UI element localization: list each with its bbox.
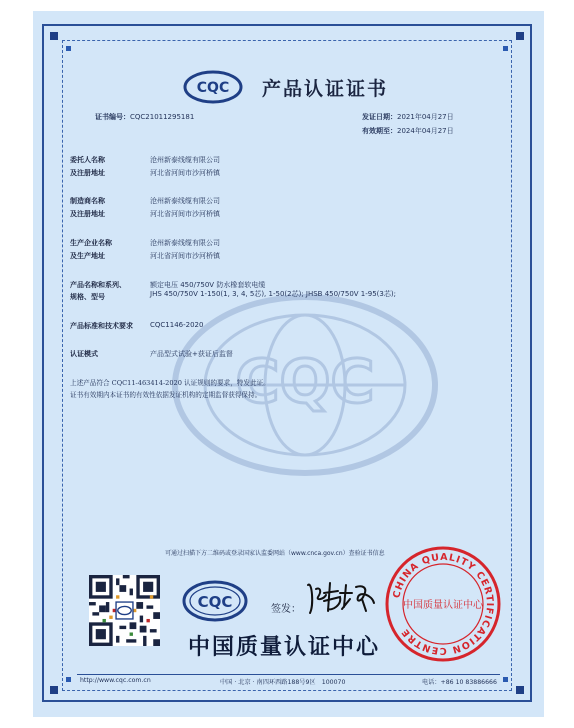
factory-label-2: 及生产地址 [70,252,105,260]
certificate-title: 产品认证证书 [262,78,389,100]
footer-phone: 电话：+86 10 83886666 [422,679,497,686]
corner-ornament [66,677,71,682]
svg-text:CQC: CQC [196,80,230,96]
product-line-1: 额定电压 450/750V 防水橡套软电缆 [150,281,266,289]
statement-line-1: 上述产品符合 CQC11-463414-2020 认证规则的要求，特发此证。 [70,379,270,387]
standard-value: CQC1146-2020 [150,321,204,329]
cqc-logo-icon [183,70,243,104]
mode-value: 产品型式试验+获证后监督 [150,350,233,358]
statement-line-2: 证书有效期内本证书的有效性依据发证机构的定期监督获得保持。 [70,391,262,399]
issue-date: 发证日期：2021年04月27日 [362,113,454,121]
product-label: 产品名称和系列、 [70,281,126,289]
footer-address: 中国 · 北京 · 南四环西路188号9区 100070 [220,679,346,686]
product-line-2: JHS 450/750V 1-150(1, 3, 4, 5芯), 1-50(2芯); JHSB 450/750V 1-95(3芯); [150,290,396,298]
factory-address: 河北省河间市沙河桥镇 [150,252,220,260]
corner-ornament [503,46,508,51]
footer-website[interactable]: http://www.cqc.com.cn [80,677,151,684]
client-label-2: 及注册地址 [70,169,105,177]
corner-ornament [66,46,71,51]
maker-label: 制造商名称 [70,197,105,205]
official-seal-icon [384,545,502,663]
footer-divider [77,674,500,675]
product-label-2: 规格、型号 [70,293,105,301]
corner-ornament [50,686,58,694]
mode-label: 认证模式 [70,350,98,358]
standard-label: 产品标准和技术要求 [70,322,133,330]
svg-text:CQC: CQC [235,347,375,417]
issuer-name: 中国质量认证中心 [188,635,381,660]
maker-address: 河北省河间市沙河桥镇 [150,210,220,218]
factory-name: 沧州新泰线缆有限公司 [150,239,220,247]
corner-ornament [50,32,58,40]
cert-number: 证书编号：CQC21011295181 [95,113,195,121]
client-name: 沧州新泰线缆有限公司 [150,156,220,164]
svg-text:CQC: CQC [197,593,233,611]
factory-label: 生产企业名称 [70,239,112,247]
corner-ornament [516,686,524,694]
client-address: 河北省河间市沙河桥镇 [150,169,220,177]
maker-label-2: 及注册地址 [70,210,105,218]
svg-text:CHINA QUALITY CERTIFICATION CE: CHINA QUALITY CERTIFICATION CENTRE [391,551,496,657]
qr-code-icon[interactable] [89,575,160,646]
signature-label: 签发： [271,604,301,615]
verify-note: 可通过扫描下方二维码或登录国家认监委网站（www.cnca.gov.cn）查验证书信息 [165,550,385,557]
cqc-logo-icon [182,580,248,622]
expiry-date: 有效期至：2024年04月27日 [362,127,454,135]
maker-name: 沧州新泰线缆有限公司 [150,197,220,205]
signature-icon [302,575,382,617]
corner-ornament [503,677,508,682]
svg-text:中国质量认证中心: 中国质量认证中心 [403,600,483,611]
corner-ornament [516,32,524,40]
client-label: 委托人名称 [70,156,105,164]
